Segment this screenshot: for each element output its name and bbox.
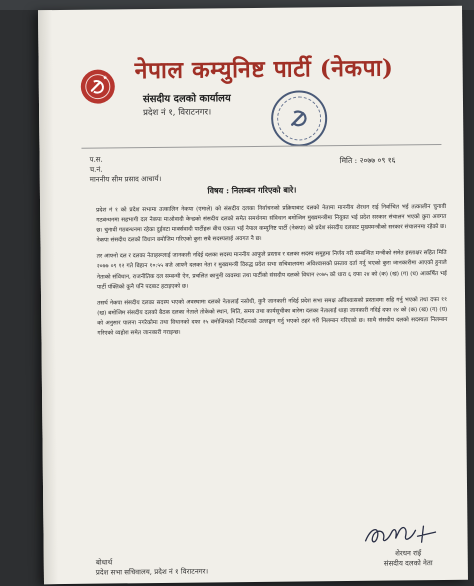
handwritten-signature [361, 520, 441, 551]
header-divider [81, 144, 441, 149]
cc-label: बोधार्थ [95, 558, 113, 567]
letter-subject: विषय : निलम्बन गरिएको बारे। [207, 184, 297, 196]
letter-date: मिति : २०७७ ०९ १६ [339, 155, 396, 166]
office-stamp-icon [271, 90, 328, 147]
office-address: प्रदेश नं १, विराटनगर। [143, 107, 212, 119]
reference-cha-na: च.नं. [89, 165, 103, 174]
body-paragraph: तर आफ्नो दल र दलका नेताहरूलाई जानकारी नदिई दलका सदस्य माननीय आफूले प्रस्ताव र दलका सदस्य समूहमा निर्णय गरी सम्बन्धित मन्त्रीको समेत हस्ताक्षर सहित मिति २०७७ ०९ १२ गते बिहान १०:५५ बजे आफ्नै दलका नेता र मुख्यमन्त्री विरुद्ध प्रदेश सभा सचिवालयमा अविश्वासको प्रस्ताव दर्ता गर्नु भएको कुरा जानकारीमा आएको हुनाले नेताको संविधान, राजनीतिक दल सम्बन्धी ऐन, प्रचलित कानुनी व्यवस्था तथा पार्टीको संसदीय दलको विधान २०७५ को धारा ६ दफा २४ को (क) (ख) (ग) (घ) आकर्षित भई पार्टी पंक्तिको कुनै पनि पदबाट हटाइएको छ। [96, 250, 447, 291]
page-fold-shadow [38, 10, 58, 584]
body-paragraph: तसर्थ नेकपा संसदीय दलका सदस्य भएको अवस्थामा दलको नेतालाई नसोधी, कुनै जानकारी नदिई प्रदेश सभा समक्ष अविश्वासको प्रस्तावमा सहि गर्नु भएको तथा दफा ११ (ख) बमोजिम संसदीय दलको बैठक दलका नेताले तोकेको स्थान, मिति, समय तथा कार्यसूचीका बारेमा दलका नेतालाई थाहा जानकारी नदिई दफा २४ को (क) (ख) (ग) (घ) को अनुसार पालना नगरेकोमा तथा विधानको दफा २५ बमोजिमको निर्देशनको उल्लङ्घन गर्नु भएको ठहर गरी निलम्बन गरिएको छ। साथै संसदीय दलको सदस्यता निलम्बन गरिएको व्यहोरा समेत जानकारी गराइन्छ। [97, 296, 448, 337]
letter-page [38, 6, 468, 584]
reference-block [90, 154, 162, 185]
reference-pa-sa: प.स. [89, 155, 103, 164]
signatory-name: शेरधन राई [395, 549, 422, 558]
party-name: नेपाल कम्युनिष्ट पार्टी (नेकपा) [134, 54, 394, 85]
signatory-title: संसदीय दलको नेता [383, 559, 433, 568]
recipient-line: माननीय सीम प्रसाद आचार्य। [89, 174, 162, 184]
cc-recipient: प्रदेश सभा सचिवालय, प्रदेश नं १ विराटनगर। [95, 567, 209, 577]
letter-body [96, 202, 447, 345]
body-paragraph: प्रदेश नं १ को प्रदेश सभामा तत्कालिन नेकपा (एमाले) को संसदीय दलका निर्वाचनको प्रक्रियाबाट दलको नेतामा माननीय शेरधन राई निर्वाचित भई तत्कालीन चुनावी गठबन्धनमा सहभागी दल नेकपा माओवादी केन्द्रको संसदीय दलको समेत समर्थनमा संविधान बमोजिम मुख्यमन्त्रीमा नियुक्त भई प्रदेश सरकार संचालन भएको कुरा अवगत छ। चुनावी गठबन्धनमा रहेका दुईवटा मार्क्सवादी पार्टीहरू बीच एकता भई नेपाल कम्युनिष्ट पार्टी (नेकपा) को प्रदेश संसदीय दलबाट मुख्यमन्त्रीको सरकार संचालनमा रहेको छ। नेकपा संसदीय दलको विधान बमोजिम गरिएको कुरा सबै सदस्यलाई अवगत नै छ। [96, 203, 447, 244]
cc-block [96, 556, 208, 577]
signatory-block [384, 548, 433, 569]
party-logo-icon [81, 69, 115, 103]
office-name: संसदीय दलको कार्यालय [142, 93, 231, 106]
